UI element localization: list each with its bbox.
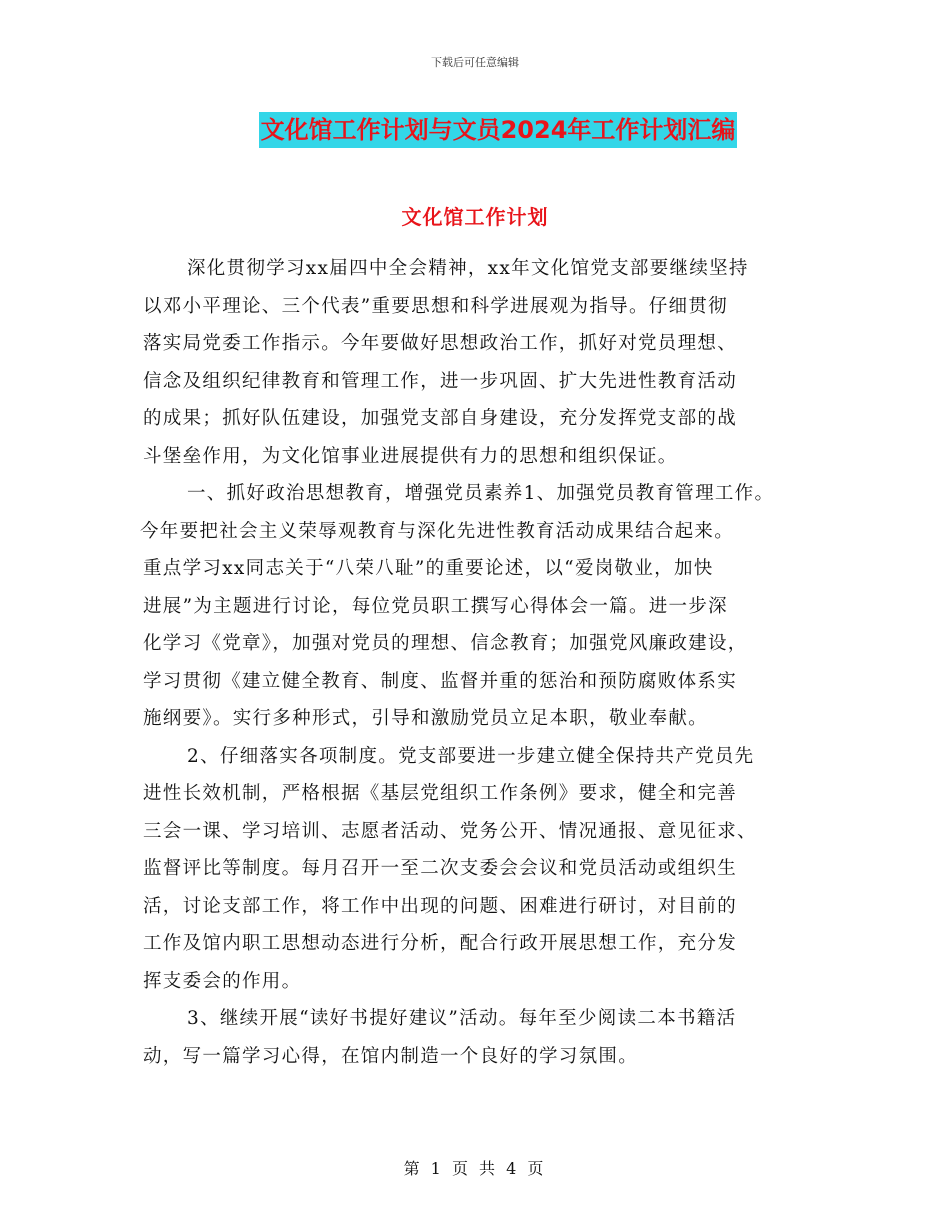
paragraph-line: 学习贯彻《建立健全教育、制度、监督并重的惩治和预防腐败体系实 [143, 670, 738, 692]
document-body [140, 250, 843, 1075]
paragraph-line: 落实局党委工作指示。今年要做好思想政治工作，抓好对党员理想、 [143, 333, 738, 354]
paragraph-line: 挥支委会的作用。 [143, 970, 302, 992]
paragraph-line: 施纲要》。实行多种形式，引导和激励党员立足本职，敬业奉献。 [143, 708, 708, 729]
paragraph-line: 活，讨论支部工作，将工作中出现的问题、困难进行研讨，对目前的 [143, 895, 738, 917]
paragraph-line: 监督评比等制度。每月召开一至二次支委会会议和党员活动或组织生 [143, 858, 738, 879]
page-header-note: 下载后可任意编辑 [431, 56, 519, 69]
paragraph-line: 的成果；抓好队伍建设，加强党支部自身建设，充分发挥党支部的战 [143, 408, 738, 429]
paragraph-line: 化学习《党章》，加强对党员的理想、信念教育；加强党风廉政建设， [143, 633, 748, 654]
paragraph-line: 重点学习xx同志关于“八荣八耻”的重要论述，以“爱岗敬业，加快 [143, 558, 714, 579]
paragraph-line: 斗堡垒作用，为文化馆事业进展提供有力的思想和组织保证。 [143, 445, 678, 467]
paragraph-line: 以邓小平理论、三个代表”重要思想和科学进展观为指导。仔细贯彻 [143, 295, 728, 317]
paragraph-line: 今年要把社会主义荣辱观教育与深化先进性教育活动成果结合起来。 [140, 520, 735, 542]
paragraph-line: 动，写一篇学习心得，在馆内制造一个良好的学习氛围。 [143, 1045, 639, 1067]
paragraph-line: 3、继续开展“读好书提好建议”活动。每年至少阅读二本书籍活 [187, 1008, 737, 1029]
main-title: 文化馆工作计划与文员2024年工作计划汇编 [259, 112, 738, 148]
paragraph-line: 三会一课、学习培训、志愿者活动、党务公开、情况通报、意见征求、 [143, 820, 757, 842]
paragraph-line: 信念及组织纪律教育和管理工作，进一步巩固、扩大先进性教育活动 [143, 370, 738, 392]
page-number-footer: 第 1 页 共 4 页 [403, 1159, 547, 1178]
paragraph-line: 进展”为主题进行讨论，每位党员职工撰写心得体会一篇。进一步深 [143, 595, 728, 617]
paragraph-line: 深化贯彻学习xx届四中全会精神，xx年文化馆党支部要继续坚持 [187, 258, 749, 279]
paragraph-line: 一、抓好政治思想教育，增强党员素养1、加强党员教育管理工作。 [187, 483, 775, 504]
paragraph-line: 进性长效机制，严格根据《基层党组织工作条例》要求，健全和完善 [143, 783, 738, 804]
paragraph-line: 2、仔细落实各项制度。党支部要进一步建立健全保持共产党员先 [187, 745, 755, 767]
section-title: 文化馆工作计划 [401, 205, 549, 229]
main-title-container [0, 112, 950, 148]
paragraph-line: 工作及馆内职工思想动态进行分析，配合行政开展思想工作，充分发 [143, 933, 738, 954]
